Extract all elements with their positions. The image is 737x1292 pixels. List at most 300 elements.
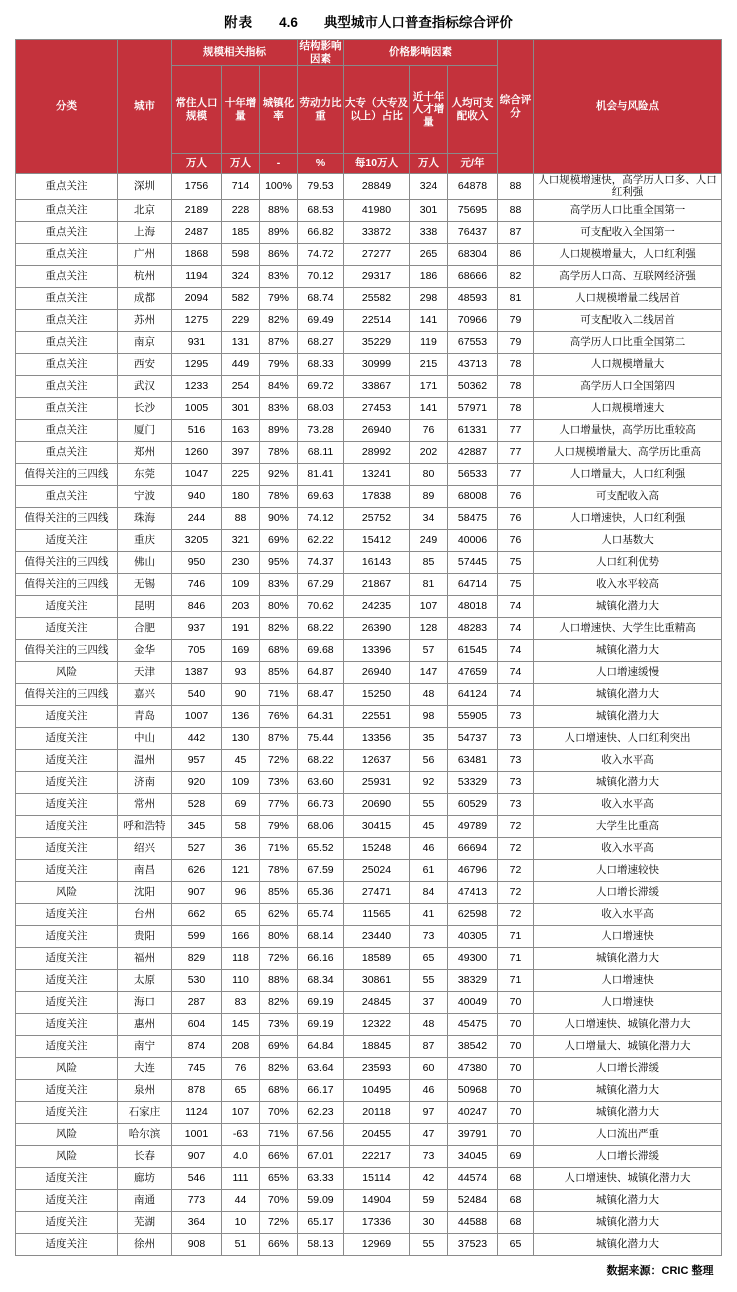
cell-disposable-income: 52484 (448, 1189, 498, 1211)
cell-note: 人口增速较快 (534, 859, 722, 881)
cell-score: 88 (498, 174, 534, 200)
cell-labor-share: 69.63 (298, 485, 344, 507)
cell-permanent-population: 662 (171, 903, 221, 925)
cell-disposable-income: 57445 (448, 551, 498, 573)
cell-score: 71 (498, 925, 534, 947)
cell-category: 适度关注 (15, 1189, 117, 1211)
header-talent-growth: 近十年人才增量 (410, 66, 448, 154)
cell-disposable-income: 48283 (448, 617, 498, 639)
cell-labor-share: 65.36 (298, 881, 344, 903)
cell-urbanization-rate: 65% (259, 1167, 297, 1189)
cell-score: 74 (498, 683, 534, 705)
cell-talent-growth: 85 (410, 551, 448, 573)
cell-permanent-population: 907 (171, 881, 221, 903)
cell-talent-growth: 73 (410, 1145, 448, 1167)
cell-urbanization-rate: 71% (259, 837, 297, 859)
cell-talent-growth: 56 (410, 749, 448, 771)
cell-ten-year-growth: 44 (221, 1189, 259, 1211)
table-row (15, 1145, 721, 1167)
cell-city: 金华 (117, 639, 171, 661)
cell-urbanization-rate: 88% (259, 199, 297, 221)
cell-note: 人口增速快、人口红利突出 (534, 727, 722, 749)
cell-city: 常州 (117, 793, 171, 815)
header-group-scale: 规模相关指标 (171, 40, 297, 66)
cell-note: 城镇化潜力大 (534, 771, 722, 793)
table-row (15, 705, 721, 727)
cell-talent-growth: 128 (410, 617, 448, 639)
cell-permanent-population: 1124 (171, 1101, 221, 1123)
cell-urbanization-rate: 72% (259, 1211, 297, 1233)
cell-urbanization-rate: 79% (259, 287, 297, 309)
cell-ten-year-growth: -63 (221, 1123, 259, 1145)
cell-education-share: 30861 (344, 969, 410, 991)
cell-talent-growth: 338 (410, 221, 448, 243)
cell-ten-year-growth: 111 (221, 1167, 259, 1189)
cell-urbanization-rate: 79% (259, 815, 297, 837)
cell-talent-growth: 59 (410, 1189, 448, 1211)
cell-city: 绍兴 (117, 837, 171, 859)
unit-education-share: 每10万人 (344, 154, 410, 174)
cell-disposable-income: 44574 (448, 1167, 498, 1189)
table-row (15, 683, 721, 705)
cell-talent-growth: 57 (410, 639, 448, 661)
cell-permanent-population: 1233 (171, 375, 221, 397)
cell-ten-year-growth: 203 (221, 595, 259, 617)
cell-urbanization-rate: 78% (259, 485, 297, 507)
cell-labor-share: 81.41 (298, 463, 344, 485)
cell-urbanization-rate: 69% (259, 529, 297, 551)
cell-disposable-income: 76437 (448, 221, 498, 243)
cell-score: 73 (498, 771, 534, 793)
cell-category: 适度关注 (15, 1233, 117, 1255)
table-row (15, 353, 721, 375)
cell-city: 沈阳 (117, 881, 171, 903)
cell-ten-year-growth: 166 (221, 925, 259, 947)
cell-score: 79 (498, 331, 534, 353)
cell-labor-share: 68.47 (298, 683, 344, 705)
cell-education-share: 27453 (344, 397, 410, 419)
cell-urbanization-rate: 87% (259, 727, 297, 749)
cell-permanent-population: 829 (171, 947, 221, 969)
cell-urbanization-rate: 68% (259, 639, 297, 661)
cell-permanent-population: 950 (171, 551, 221, 573)
cell-score: 70 (498, 1101, 534, 1123)
cell-permanent-population: 907 (171, 1145, 221, 1167)
cell-note: 城镇化潜力大 (534, 1079, 722, 1101)
cell-score: 69 (498, 1145, 534, 1167)
table-row (15, 617, 721, 639)
cell-disposable-income: 40006 (448, 529, 498, 551)
cell-note: 人口增速快 (534, 925, 722, 947)
cell-score: 77 (498, 419, 534, 441)
table-row (15, 221, 721, 243)
cell-ten-year-growth: 324 (221, 265, 259, 287)
table-row (15, 1013, 721, 1035)
title-label: 附表 (224, 15, 254, 30)
cell-urbanization-rate: 83% (259, 265, 297, 287)
cell-category: 风险 (15, 1145, 117, 1167)
cell-note: 人口规模增速快，高学历人口多、人口红利强 (534, 174, 722, 200)
cell-ten-year-growth: 45 (221, 749, 259, 771)
table-row (15, 397, 721, 419)
cell-category: 重点关注 (15, 397, 117, 419)
cell-note: 人口增速快、城镇化潜力大 (534, 1013, 722, 1035)
cell-disposable-income: 38329 (448, 969, 498, 991)
cell-category: 适度关注 (15, 1167, 117, 1189)
cell-labor-share: 69.49 (298, 309, 344, 331)
table-row (15, 1189, 721, 1211)
cell-urbanization-rate: 82% (259, 991, 297, 1013)
cell-note: 城镇化潜力大 (534, 1211, 722, 1233)
cell-score: 65 (498, 1233, 534, 1255)
cell-city: 大连 (117, 1057, 171, 1079)
cell-permanent-population: 3205 (171, 529, 221, 551)
cell-note: 人口规模增量大、高学历比重高 (534, 441, 722, 463)
cell-disposable-income: 40049 (448, 991, 498, 1013)
cell-score: 87 (498, 221, 534, 243)
cell-labor-share: 63.33 (298, 1167, 344, 1189)
cell-disposable-income: 55905 (448, 705, 498, 727)
cell-education-share: 26940 (344, 661, 410, 683)
cell-disposable-income: 42887 (448, 441, 498, 463)
cell-ten-year-growth: 109 (221, 573, 259, 595)
cell-category: 适度关注 (15, 705, 117, 727)
cell-category: 适度关注 (15, 1079, 117, 1101)
cell-note: 城镇化潜力大 (534, 595, 722, 617)
cell-labor-share: 74.72 (298, 243, 344, 265)
header-category: 分类 (15, 40, 117, 174)
cell-score: 74 (498, 639, 534, 661)
cell-city: 嘉兴 (117, 683, 171, 705)
cell-city: 东莞 (117, 463, 171, 485)
cell-disposable-income: 40305 (448, 925, 498, 947)
cell-score: 75 (498, 551, 534, 573)
cell-ten-year-growth: 107 (221, 1101, 259, 1123)
cell-score: 70 (498, 1013, 534, 1035)
cell-talent-growth: 324 (410, 174, 448, 200)
cell-ten-year-growth: 145 (221, 1013, 259, 1035)
table-row (15, 1211, 721, 1233)
cell-ten-year-growth: 65 (221, 903, 259, 925)
cell-labor-share: 68.22 (298, 749, 344, 771)
cell-labor-share: 67.56 (298, 1123, 344, 1145)
cell-ten-year-growth: 76 (221, 1057, 259, 1079)
cell-category: 值得关注的三四线 (15, 573, 117, 595)
header-group-structure: 结构影响因素 (299, 40, 342, 65)
cell-ten-year-growth: 51 (221, 1233, 259, 1255)
cell-talent-growth: 89 (410, 485, 448, 507)
cell-labor-share: 69.19 (298, 1013, 344, 1035)
table-row (15, 529, 721, 551)
cell-labor-share: 68.74 (298, 287, 344, 309)
cell-education-share: 25024 (344, 859, 410, 881)
cell-category: 重点关注 (15, 441, 117, 463)
cell-labor-share: 69.72 (298, 375, 344, 397)
cell-ten-year-growth: 714 (221, 174, 259, 200)
cell-city: 广州 (117, 243, 171, 265)
cell-education-share: 24845 (344, 991, 410, 1013)
cell-note: 人口增速缓慢 (534, 661, 722, 683)
cell-category: 适度关注 (15, 727, 117, 749)
cell-permanent-population: 516 (171, 419, 221, 441)
cell-urbanization-rate: 73% (259, 771, 297, 793)
cell-category: 重点关注 (15, 265, 117, 287)
cell-education-share: 35229 (344, 331, 410, 353)
cell-permanent-population: 773 (171, 1189, 221, 1211)
cell-score: 68 (498, 1189, 534, 1211)
cell-talent-growth: 65 (410, 947, 448, 969)
cell-note: 收入水平较高 (534, 573, 722, 595)
cell-education-share: 25582 (344, 287, 410, 309)
cell-score: 73 (498, 793, 534, 815)
cell-urbanization-rate: 92% (259, 463, 297, 485)
cell-urbanization-rate: 68% (259, 1079, 297, 1101)
cell-permanent-population: 1047 (171, 463, 221, 485)
cell-talent-growth: 42 (410, 1167, 448, 1189)
cell-education-share: 33872 (344, 221, 410, 243)
table-row (15, 331, 721, 353)
cell-labor-share: 63.64 (298, 1057, 344, 1079)
cell-category: 风险 (15, 661, 117, 683)
header-city: 城市 (117, 40, 171, 174)
cell-city: 天津 (117, 661, 171, 683)
cell-city: 太原 (117, 969, 171, 991)
cell-urbanization-rate: 85% (259, 661, 297, 683)
cell-urbanization-rate: 71% (259, 1123, 297, 1145)
table-row (15, 749, 721, 771)
table-row (15, 265, 721, 287)
header-ten-year-growth: 十年增量 (221, 66, 259, 154)
cell-talent-growth: 80 (410, 463, 448, 485)
cell-note: 可支配收入高 (534, 485, 722, 507)
cell-urbanization-rate: 71% (259, 683, 297, 705)
cell-disposable-income: 50968 (448, 1079, 498, 1101)
cell-disposable-income: 68008 (448, 485, 498, 507)
cell-city: 珠海 (117, 507, 171, 529)
cell-category: 适度关注 (15, 617, 117, 639)
cell-disposable-income: 58475 (448, 507, 498, 529)
cell-talent-growth: 249 (410, 529, 448, 551)
page-title (0, 0, 737, 39)
table-row (15, 174, 721, 200)
cell-talent-growth: 265 (410, 243, 448, 265)
cell-city: 北京 (117, 199, 171, 221)
cell-note: 人口增速快、城镇化潜力大 (534, 1167, 722, 1189)
cell-labor-share: 68.27 (298, 331, 344, 353)
cell-education-share: 26390 (344, 617, 410, 639)
cell-labor-share: 79.53 (298, 174, 344, 200)
cell-talent-growth: 84 (410, 881, 448, 903)
cell-education-share: 13356 (344, 727, 410, 749)
cell-city: 厦门 (117, 419, 171, 441)
cell-ten-year-growth: 88 (221, 507, 259, 529)
cell-note: 可支配收入二线居首 (534, 309, 722, 331)
cell-disposable-income: 47659 (448, 661, 498, 683)
cell-category: 重点关注 (15, 287, 117, 309)
cell-education-share: 13396 (344, 639, 410, 661)
cell-score: 71 (498, 969, 534, 991)
cell-score: 70 (498, 1079, 534, 1101)
cell-education-share: 22514 (344, 309, 410, 331)
cell-talent-growth: 202 (410, 441, 448, 463)
cell-labor-share: 74.37 (298, 551, 344, 573)
cell-ten-year-growth: 301 (221, 397, 259, 419)
table-row (15, 485, 721, 507)
cell-city: 南京 (117, 331, 171, 353)
cell-labor-share: 70.62 (298, 595, 344, 617)
cell-disposable-income: 75695 (448, 199, 498, 221)
cell-note: 人口规模增速大 (534, 397, 722, 419)
cell-permanent-population: 1007 (171, 705, 221, 727)
header-disposable-income: 人均可支配收入 (448, 66, 498, 154)
cell-urbanization-rate: 76% (259, 705, 297, 727)
cell-score: 76 (498, 485, 534, 507)
cell-labor-share: 68.14 (298, 925, 344, 947)
cell-permanent-population: 1005 (171, 397, 221, 419)
cell-score: 79 (498, 309, 534, 331)
table-head (15, 40, 721, 174)
cell-labor-share: 65.52 (298, 837, 344, 859)
cell-disposable-income: 64124 (448, 683, 498, 705)
cell-disposable-income: 64878 (448, 174, 498, 200)
cell-city: 成都 (117, 287, 171, 309)
cell-ten-year-growth: 130 (221, 727, 259, 749)
cell-disposable-income: 47413 (448, 881, 498, 903)
cell-education-share: 22217 (344, 1145, 410, 1167)
cell-category: 适度关注 (15, 529, 117, 551)
cell-talent-growth: 92 (410, 771, 448, 793)
table-row (15, 1057, 721, 1079)
table-row (15, 573, 721, 595)
cell-permanent-population: 920 (171, 771, 221, 793)
cell-permanent-population: 626 (171, 859, 221, 881)
cell-labor-share: 59.09 (298, 1189, 344, 1211)
cell-disposable-income: 49300 (448, 947, 498, 969)
cell-disposable-income: 45475 (448, 1013, 498, 1035)
cell-permanent-population: 345 (171, 815, 221, 837)
table-row (15, 463, 721, 485)
cell-permanent-population: 1756 (171, 174, 221, 200)
cell-education-share: 30999 (344, 353, 410, 375)
cell-city: 廊坊 (117, 1167, 171, 1189)
cell-disposable-income: 57971 (448, 397, 498, 419)
cell-note: 可支配收入全国第一 (534, 221, 722, 243)
cell-talent-growth: 298 (410, 287, 448, 309)
table-row (15, 551, 721, 573)
cell-talent-growth: 141 (410, 397, 448, 419)
cell-labor-share: 70.12 (298, 265, 344, 287)
cell-city: 徐州 (117, 1233, 171, 1255)
cell-category: 重点关注 (15, 485, 117, 507)
cell-note: 人口增量快，高学历比重较高 (534, 419, 722, 441)
cell-urbanization-rate: 84% (259, 375, 297, 397)
cell-ten-year-growth: 169 (221, 639, 259, 661)
cell-note: 人口增速快 (534, 969, 722, 991)
table-row (15, 1035, 721, 1057)
cell-category: 适度关注 (15, 925, 117, 947)
cell-ten-year-growth: 598 (221, 243, 259, 265)
cell-score: 73 (498, 705, 534, 727)
cell-urbanization-rate: 89% (259, 221, 297, 243)
cell-category: 重点关注 (15, 199, 117, 221)
cell-labor-share: 68.33 (298, 353, 344, 375)
cell-urbanization-rate: 86% (259, 243, 297, 265)
cell-permanent-population: 846 (171, 595, 221, 617)
cell-note: 人口增速快、大学生比重精高 (534, 617, 722, 639)
cell-talent-growth: 46 (410, 837, 448, 859)
cell-note: 人口规模增量二线居首 (534, 287, 722, 309)
cell-labor-share: 68.22 (298, 617, 344, 639)
cell-permanent-population: 874 (171, 1035, 221, 1057)
cell-urbanization-rate: 82% (259, 617, 297, 639)
cell-category: 风险 (15, 1123, 117, 1145)
cell-ten-year-growth: 229 (221, 309, 259, 331)
cell-labor-share: 68.34 (298, 969, 344, 991)
cell-talent-growth: 60 (410, 1057, 448, 1079)
cell-ten-year-growth: 118 (221, 947, 259, 969)
cell-labor-share: 67.59 (298, 859, 344, 881)
cell-labor-share: 68.53 (298, 199, 344, 221)
table-row (15, 507, 721, 529)
cell-city: 宁波 (117, 485, 171, 507)
cell-ten-year-growth: 4.0 (221, 1145, 259, 1167)
table-row (15, 947, 721, 969)
cell-note: 人口增量大、城镇化潜力大 (534, 1035, 722, 1057)
cell-category: 适度关注 (15, 749, 117, 771)
cell-permanent-population: 746 (171, 573, 221, 595)
cell-disposable-income: 64714 (448, 573, 498, 595)
cell-note: 人口红利优势 (534, 551, 722, 573)
cell-urbanization-rate: 78% (259, 441, 297, 463)
cell-labor-share: 62.23 (298, 1101, 344, 1123)
cell-talent-growth: 147 (410, 661, 448, 683)
cell-note: 高学历人口比重全国第二 (534, 331, 722, 353)
cell-category: 重点关注 (15, 309, 117, 331)
table-row (15, 837, 721, 859)
cell-category: 适度关注 (15, 1211, 117, 1233)
cell-note: 城镇化潜力大 (534, 639, 722, 661)
cell-labor-share: 67.01 (298, 1145, 344, 1167)
cell-city: 福州 (117, 947, 171, 969)
cell-ten-year-growth: 180 (221, 485, 259, 507)
cell-labor-share: 67.29 (298, 573, 344, 595)
cell-education-share: 21867 (344, 573, 410, 595)
cell-permanent-population: 878 (171, 1079, 221, 1101)
cell-labor-share: 64.84 (298, 1035, 344, 1057)
cell-permanent-population: 2189 (171, 199, 221, 221)
cell-ten-year-growth: 228 (221, 199, 259, 221)
cell-score: 74 (498, 595, 534, 617)
cell-score: 86 (498, 243, 534, 265)
cell-note: 城镇化潜力大 (534, 1189, 722, 1211)
cell-city: 哈尔滨 (117, 1123, 171, 1145)
table-row (15, 771, 721, 793)
cell-talent-growth: 35 (410, 727, 448, 749)
header-labor-share: 劳动力比重 (298, 66, 344, 154)
cell-talent-growth: 55 (410, 793, 448, 815)
title-number: 4.6 (279, 15, 298, 30)
cell-ten-year-growth: 90 (221, 683, 259, 705)
cell-city: 南昌 (117, 859, 171, 881)
cell-disposable-income: 62598 (448, 903, 498, 925)
cell-disposable-income: 39791 (448, 1123, 498, 1145)
cell-note: 大学生比重高 (534, 815, 722, 837)
cell-ten-year-growth: 109 (221, 771, 259, 793)
cell-urbanization-rate: 90% (259, 507, 297, 529)
cell-labor-share: 65.74 (298, 903, 344, 925)
table-row (15, 243, 721, 265)
cell-city: 济南 (117, 771, 171, 793)
